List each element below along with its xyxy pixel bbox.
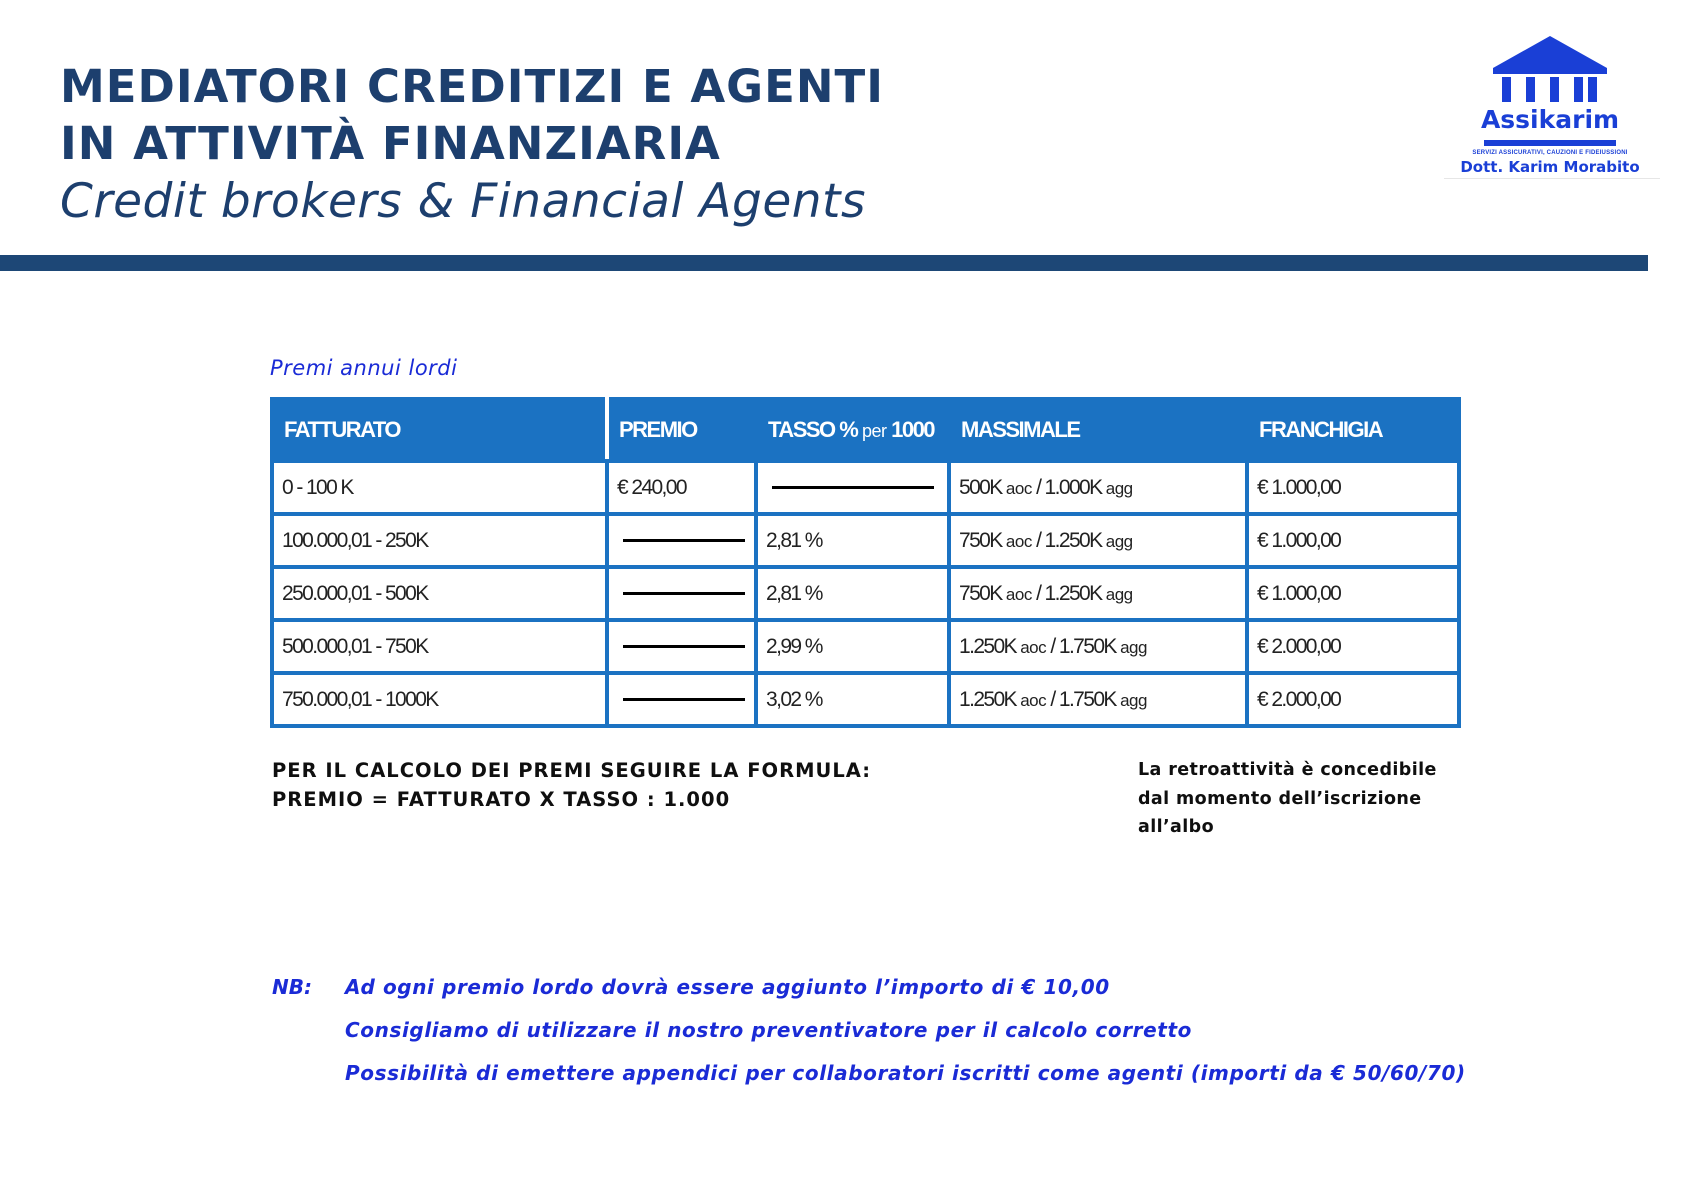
- empty-value-dash: [623, 539, 745, 542]
- logo-divider: [1444, 178, 1660, 179]
- massimale-aoc-label: aoc: [1005, 531, 1032, 551]
- cell-franchigia: € 1.000,00: [1247, 461, 1459, 514]
- massimale-agg-label: agg: [1105, 531, 1133, 551]
- nb-label: NB:: [272, 975, 312, 999]
- table-header-row: [272, 399, 1459, 461]
- massimale-aoc-value: 1.250K: [959, 687, 1016, 711]
- cell-tasso: [756, 461, 949, 514]
- massimale-agg-label: agg: [1120, 637, 1147, 657]
- cell-tasso: 2,81 %: [756, 514, 949, 567]
- cell-franchigia: € 2.000,00: [1247, 673, 1459, 726]
- page-subtitle: Credit brokers & Financial Agents: [60, 174, 866, 229]
- column-header-premio: PREMIO: [607, 399, 756, 461]
- massimale-agg-value: / 1.750K: [1050, 634, 1116, 658]
- page-title-line-2: IN ATTIVITÀ FINANZIARIA: [60, 117, 721, 170]
- massimale-aoc-value: 750K: [959, 528, 1002, 552]
- logo-owner: Dott. Karim Morabito: [1460, 158, 1640, 176]
- premium-table: [270, 397, 1461, 728]
- premium-formula: [272, 756, 871, 814]
- table-row: [272, 461, 1459, 514]
- column-header-massimale: MASSIMALE: [949, 399, 1247, 461]
- table-row: [272, 567, 1459, 620]
- table-row: [272, 620, 1459, 673]
- assikarim-logo: [1440, 32, 1660, 182]
- page-header: [60, 58, 884, 232]
- cell-fatturato: 750.000,01 - 1000K: [272, 673, 607, 726]
- cell-massimale: [949, 567, 1247, 620]
- cell-franchigia: € 1.000,00: [1247, 567, 1459, 620]
- cell-massimale: [949, 673, 1247, 726]
- header-divider: [0, 255, 1648, 271]
- formula-line-1: PER IL CALCOLO DEI PREMI SEGUIRE LA FORMULA:: [272, 759, 872, 782]
- massimale-agg-value: / 1.250K: [1036, 581, 1102, 605]
- cell-premio: [607, 673, 756, 726]
- column-header-tasso-per: per: [861, 421, 887, 441]
- massimale-aoc-value: 750K: [959, 581, 1002, 605]
- empty-value-dash: [772, 486, 934, 489]
- cell-massimale: [949, 514, 1247, 567]
- cell-fatturato: 100.000,01 - 250K: [272, 514, 607, 567]
- cell-premio: [607, 514, 756, 567]
- page-title-line-1: MEDIATORI CREDITIZI E AGENTI: [60, 60, 884, 113]
- cell-fatturato: 0 - 100 K: [272, 461, 607, 514]
- massimale-agg-label: agg: [1120, 690, 1147, 710]
- massimale-agg-label: agg: [1105, 584, 1133, 604]
- cell-premio: [607, 620, 756, 673]
- note-line-3: Possibilità di emettere appendici per collaboratori iscritti come agenti (importi da € 50/60/70): [345, 1061, 1466, 1085]
- empty-value-dash: [623, 645, 745, 648]
- cell-massimale: [949, 461, 1247, 514]
- cell-tasso: 2,99 %: [756, 620, 949, 673]
- massimale-aoc-value: 500K: [959, 475, 1002, 499]
- table-row: [272, 514, 1459, 567]
- cell-premio: [607, 567, 756, 620]
- massimale-agg-value: / 1.750K: [1050, 687, 1116, 711]
- cell-tasso: 3,02 %: [756, 673, 949, 726]
- column-header-tasso-main: TASSO %: [768, 417, 858, 442]
- massimale-aoc-label: aoc: [1020, 637, 1047, 657]
- cell-massimale: [949, 620, 1247, 673]
- logo-base-icon: [1440, 138, 1660, 148]
- massimale-agg-label: agg: [1105, 478, 1133, 498]
- empty-value-dash: [623, 698, 745, 701]
- massimale-aoc-label: aoc: [1020, 690, 1047, 710]
- cell-franchigia: € 1.000,00: [1247, 514, 1459, 567]
- logo-name: Assikarim: [1480, 105, 1620, 134]
- logo-tagline: SERVIZI ASSICURATIVI, CAUZIONI E FIDEIUSSIONI: [1472, 150, 1628, 156]
- massimale-aoc-label: aoc: [1005, 478, 1032, 498]
- retro-line-1: La retroattività è concedibile: [1138, 760, 1437, 780]
- column-header-franchigia: FRANCHIGIA: [1247, 399, 1459, 461]
- cell-fatturato: 250.000,01 - 500K: [272, 567, 607, 620]
- table-row: [272, 673, 1459, 726]
- column-header-tasso: [756, 399, 949, 461]
- massimale-aoc-value: 1.250K: [959, 634, 1016, 658]
- table-caption: Premi annui lordi: [270, 356, 458, 380]
- massimale-agg-value: / 1.250K: [1036, 528, 1102, 552]
- formula-line-2: PREMIO = FATTURATO X TASSO : 1.000: [272, 788, 731, 811]
- note-line-1: Ad ogni premio lordo dovrà essere aggiunto l’importo di € 10,00: [345, 975, 1110, 999]
- note-line-2: Consigliamo di utilizzare il nostro preventivatore per il calcolo corretto: [345, 1018, 1192, 1042]
- column-header-tasso-tail: 1000: [891, 417, 935, 442]
- cell-tasso: 2,81 %: [756, 567, 949, 620]
- retro-line-3: all’albo: [1138, 817, 1215, 837]
- cell-franchigia: € 2.000,00: [1247, 620, 1459, 673]
- retro-line-2: dal momento dell’iscrizione: [1138, 788, 1422, 809]
- cell-fatturato: 500.000,01 - 750K: [272, 620, 607, 673]
- massimale-agg-value: / 1.000K: [1036, 475, 1102, 499]
- retroactivity-note: [1138, 756, 1468, 842]
- massimale-aoc-label: aoc: [1005, 584, 1032, 604]
- cell-premio: € 240,00: [607, 461, 756, 514]
- bank-building-icon: [1440, 32, 1660, 107]
- column-header-fatturato: FATTURATO: [272, 399, 607, 461]
- empty-value-dash: [623, 592, 745, 595]
